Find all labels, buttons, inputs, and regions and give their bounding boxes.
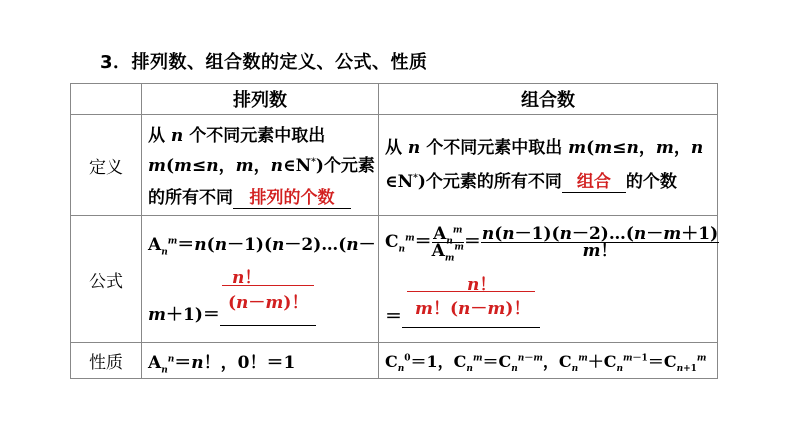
property-combination-cell xyxy=(379,343,718,379)
formula-combination-cell xyxy=(379,216,718,343)
row-label-definition: 定义 xyxy=(71,115,142,216)
perm-def-prefix: 的所有不同 xyxy=(148,188,233,208)
comb-answer-fraction-bar xyxy=(407,291,535,292)
property-permutation-cell xyxy=(142,343,379,379)
formula-permutation-cell xyxy=(142,216,379,343)
perm-answer-denominator: (n－m)！ xyxy=(228,293,309,313)
definition-combination-cell xyxy=(379,115,718,216)
perm-def-line1: 从 n 个不同元素中取出 xyxy=(148,126,326,146)
perm-formula-line1: $A_n^m=n(n-1)(n-2)\dots(n-$ xyxy=(148,235,376,258)
perm-def-line3 xyxy=(148,183,351,209)
perm-def-line2: m(m≤n，m，n∈N*)个元素 xyxy=(148,156,375,176)
header-combination: 组合数 xyxy=(379,84,718,115)
comb-answer-numerator: n！ xyxy=(467,275,497,295)
perm-property: $A_n^n=n$！，0！＝1 xyxy=(148,353,296,376)
corner-cell xyxy=(71,84,142,115)
comb-product-fraction: $\frac{n(n-1)(n-2)\dots(n-m+1)}{m!}$ xyxy=(481,224,719,261)
comb-answer-denominator: m！(n－m)！ xyxy=(415,299,531,319)
section-heading: 3．排列数、组合数的定义、公式、性质 xyxy=(100,52,428,73)
perm-answer-numerator: n！ xyxy=(232,268,262,288)
row-label-formula: 公式 xyxy=(71,216,142,343)
perm-formula-line2: m＋1)＝ xyxy=(148,300,316,326)
perm-answer-fraction-bar xyxy=(222,285,314,286)
comb-property: $C_n^0=1$，$C_n^m=C_n^{n-m}$，$C_n^m+C_n^{m-1}=C_{n+1}^m$ xyxy=(385,352,707,375)
comb-def-answer: 组合 xyxy=(562,167,626,193)
comb-def-line2: ∈N*)个元素的所有不同 组合 的个数 xyxy=(385,167,677,193)
comb-def-suffix: 的个数 xyxy=(625,172,677,192)
comb-formula-line2: ＝ xyxy=(385,302,540,328)
comb-ratio-fraction: $\frac{A_n^m}{A_m^m}$ xyxy=(431,224,464,264)
comb-def-line1: 从 n 个不同元素中取出 m(m≤n，m，n xyxy=(385,138,704,158)
formula-table xyxy=(70,83,718,379)
header-permutation: 排列数 xyxy=(142,84,379,115)
perm-def-answer: 排列的个数 xyxy=(233,183,351,209)
comb-formula-line1: $C_n^m=$ $\frac{A_n^m}{A_m^m}$ ＝ $\frac{n(n-1)(n-2)\dots(n-m+1)}{m!}$ xyxy=(385,224,719,264)
definition-permutation-cell xyxy=(142,115,379,216)
row-label-property: 性质 xyxy=(71,343,142,379)
